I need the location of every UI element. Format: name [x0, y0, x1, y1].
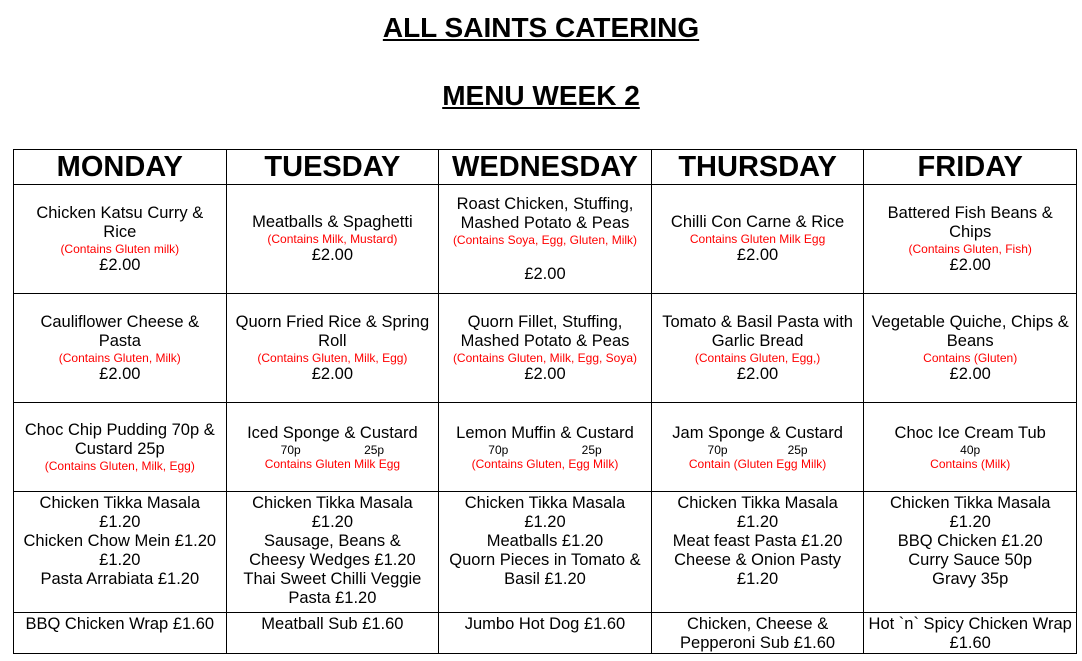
extras-cell-monday — [14, 492, 227, 613]
dessert-dish: Iced Sponge & Custard — [247, 423, 418, 442]
desserts-row — [14, 403, 1077, 492]
allergen-info: Contains Gluten Milk Egg — [689, 232, 826, 246]
extras-line: £1.20 — [99, 513, 141, 531]
allergen-info: (Contains Gluten, Milk, Egg, Soya) — [452, 350, 638, 365]
extras-line: Meatballs £1.20 — [486, 532, 604, 550]
extras-line: Basil £1.20 — [504, 570, 586, 588]
allergen-info: (Contains Gluten, Fish) — [908, 241, 1032, 256]
dessert-price-custard: 25p — [581, 442, 602, 457]
extras-cell-friday — [864, 492, 1077, 613]
dessert-dish: Choc Chip Pudding 70p & Custard 25p — [24, 421, 215, 458]
extras-row — [14, 492, 1077, 613]
extras-line: £1.20 — [524, 513, 566, 531]
extras-line: Quorn Pieces in Tomato & — [449, 551, 641, 569]
wrap-cell-friday: Hot `n` Spicy Chicken Wrap £1.60 — [864, 613, 1077, 654]
extras-line: Pasta £1.20 — [288, 589, 377, 607]
wrap-cell-monday: BBQ Chicken Wrap £1.60 — [14, 613, 227, 654]
extras-cell-thursday — [651, 492, 864, 613]
main-cell-thursday — [651, 185, 864, 294]
dessert-cell-monday — [14, 403, 227, 492]
veg-price: £2.00 — [949, 364, 991, 383]
allergen-info: (Contains Soya, Egg, Gluten, Milk) — [452, 232, 638, 247]
extras-line: Chicken Tikka Masala — [464, 494, 626, 512]
allergen-info: (Contains Milk, Mustard) — [267, 232, 398, 246]
allergen-info: (Contains Gluten, Milk, Egg) — [257, 350, 408, 365]
extras-cell-tuesday — [226, 492, 439, 613]
dessert-price-custard: 25p — [364, 442, 385, 457]
main-cell-friday — [864, 185, 1077, 294]
extras-cell-wednesday — [439, 492, 652, 613]
allergen-info: Contains (Milk) — [930, 456, 1011, 471]
day-header-wednesday: WEDNESDAY — [439, 150, 652, 185]
extras-line: Pasta Arrabiata £1.20 — [40, 570, 200, 588]
main-dish: Chilli Con Carne & Rice — [670, 213, 845, 231]
veg-dish: Cauliflower Cheese & Pasta — [40, 312, 200, 350]
day-header-thursday: THURSDAY — [651, 150, 864, 185]
allergen-info: (Contains Gluten, Milk) — [58, 350, 181, 365]
main-dish: Battered Fish Beans & Chips — [887, 203, 1053, 241]
main-dish: Meatballs & Spaghetti — [252, 213, 413, 231]
day-header-monday: MONDAY — [14, 150, 227, 185]
extras-line: £1.20 — [736, 513, 779, 531]
extras-line: Cheesy Wedges £1.20 — [249, 551, 416, 569]
extras-line: Curry Sauce 50p — [908, 551, 1033, 569]
extras-line: Thai Sweet Chilli Veggie — [243, 570, 422, 588]
dessert-cell-wednesday — [439, 403, 652, 492]
main-price: £2.00 — [524, 264, 566, 283]
main-price: £2.00 — [99, 255, 141, 274]
allergen-info: Contains (Gluten) — [923, 350, 1018, 365]
dessert-prices — [231, 443, 435, 457]
dessert-price-muffin: 70p — [488, 442, 509, 457]
main-price: £2.00 — [736, 246, 779, 264]
day-header-friday: FRIDAY — [864, 150, 1077, 185]
dessert-cell-tuesday — [226, 403, 439, 492]
allergen-info: Contains Gluten Milk Egg — [264, 456, 401, 471]
extras-line: BBQ Chicken £1.20 — [897, 532, 1043, 550]
extras-line: Chicken Tikka Masala — [39, 494, 201, 512]
vegetarian-row — [14, 294, 1077, 403]
extras-line: Sausage, Beans & — [264, 532, 401, 550]
veg-dish: Tomato & Basil Pasta with Garlic Bread — [662, 312, 853, 350]
extras-line: £1.20 — [99, 551, 141, 569]
extras-line: Gravy 35p — [932, 570, 1009, 588]
main-price: £2.00 — [949, 255, 991, 274]
dessert-dish: Jam Sponge & Custard — [672, 423, 843, 442]
veg-price: £2.00 — [524, 364, 566, 383]
main-cell-wednesday — [439, 185, 652, 294]
veg-price: £2.00 — [736, 364, 779, 383]
allergen-info: (Contains Gluten milk) — [60, 241, 180, 256]
extras-line: Chicken Tikka Masala — [252, 494, 413, 512]
veg-cell-thursday — [651, 294, 864, 403]
veg-cell-wednesday — [439, 294, 652, 403]
extras-line: Chicken Chow Mein £1.20 — [23, 532, 217, 550]
mains-row — [14, 185, 1077, 294]
allergen-info: (Contains Gluten, Egg Milk) — [471, 456, 619, 471]
main-dish: Roast Chicken, Stuffing, Mashed Potato & Peas — [456, 194, 634, 232]
cell-spacer — [443, 247, 647, 265]
wrap-cell-wednesday: Jumbo Hot Dog £1.60 — [439, 613, 652, 654]
extras-line: Chicken Tikka Masala — [677, 494, 838, 512]
extras-line: Cheese & Onion Pasty — [674, 551, 842, 569]
menu-table — [13, 149, 1077, 654]
veg-price: £2.00 — [99, 364, 141, 383]
allergen-info: (Contains Gluten, Egg,) — [694, 350, 821, 365]
dessert-price-sponge: 70p — [707, 442, 728, 457]
dessert-prices — [443, 443, 647, 457]
extras-line: Chicken Tikka Masala — [889, 494, 1051, 512]
day-header-tuesday: TUESDAY — [226, 150, 439, 185]
veg-dish: Quorn Fillet, Stuffing, Mashed Potato & Peas — [460, 312, 630, 350]
wrap-cell-thursday: Chicken, Cheese & Pepperoni Sub £1.60 — [651, 613, 864, 654]
dessert-dish: Lemon Muffin & Custard — [456, 423, 634, 442]
veg-dish: Quorn Fried Rice & Spring Roll — [235, 312, 430, 350]
dessert-price: 40p — [960, 442, 981, 457]
veg-cell-friday — [864, 294, 1077, 403]
extras-line: Meat feast Pasta £1.20 — [672, 532, 843, 550]
main-price: £2.00 — [311, 246, 354, 264]
dessert-price-sponge: 70p — [280, 442, 301, 457]
veg-price: £2.00 — [311, 364, 354, 383]
day-header-row — [14, 150, 1077, 185]
dessert-dish: Choc Ice Cream Tub — [894, 423, 1046, 442]
wraps-row — [14, 613, 1077, 654]
menu-week-title: MENU WEEK 2 — [442, 80, 640, 111]
veg-cell-monday — [14, 294, 227, 403]
veg-cell-tuesday — [226, 294, 439, 403]
extras-line: £1.20 — [311, 513, 354, 531]
dessert-cell-thursday — [651, 403, 864, 492]
page-title: ALL SAINTS CATERING — [382, 12, 700, 43]
dessert-prices — [656, 443, 860, 457]
allergen-info: (Contains Gluten, Milk, Egg) — [44, 459, 195, 473]
main-cell-monday — [14, 185, 227, 294]
extras-line: £1.20 — [949, 513, 991, 531]
allergen-info: Contain (Gluten Egg Milk) — [688, 456, 827, 471]
extras-line: £1.20 — [736, 570, 779, 588]
dessert-cell-friday — [864, 403, 1077, 492]
main-dish: Chicken Katsu Curry & Rice — [36, 203, 204, 241]
veg-dish: Vegetable Quiche, Chips & Beans — [871, 312, 1069, 350]
main-cell-tuesday — [226, 185, 439, 294]
dessert-price-custard: 25p — [787, 442, 808, 457]
wrap-cell-tuesday: Meatball Sub £1.60 — [226, 613, 439, 654]
